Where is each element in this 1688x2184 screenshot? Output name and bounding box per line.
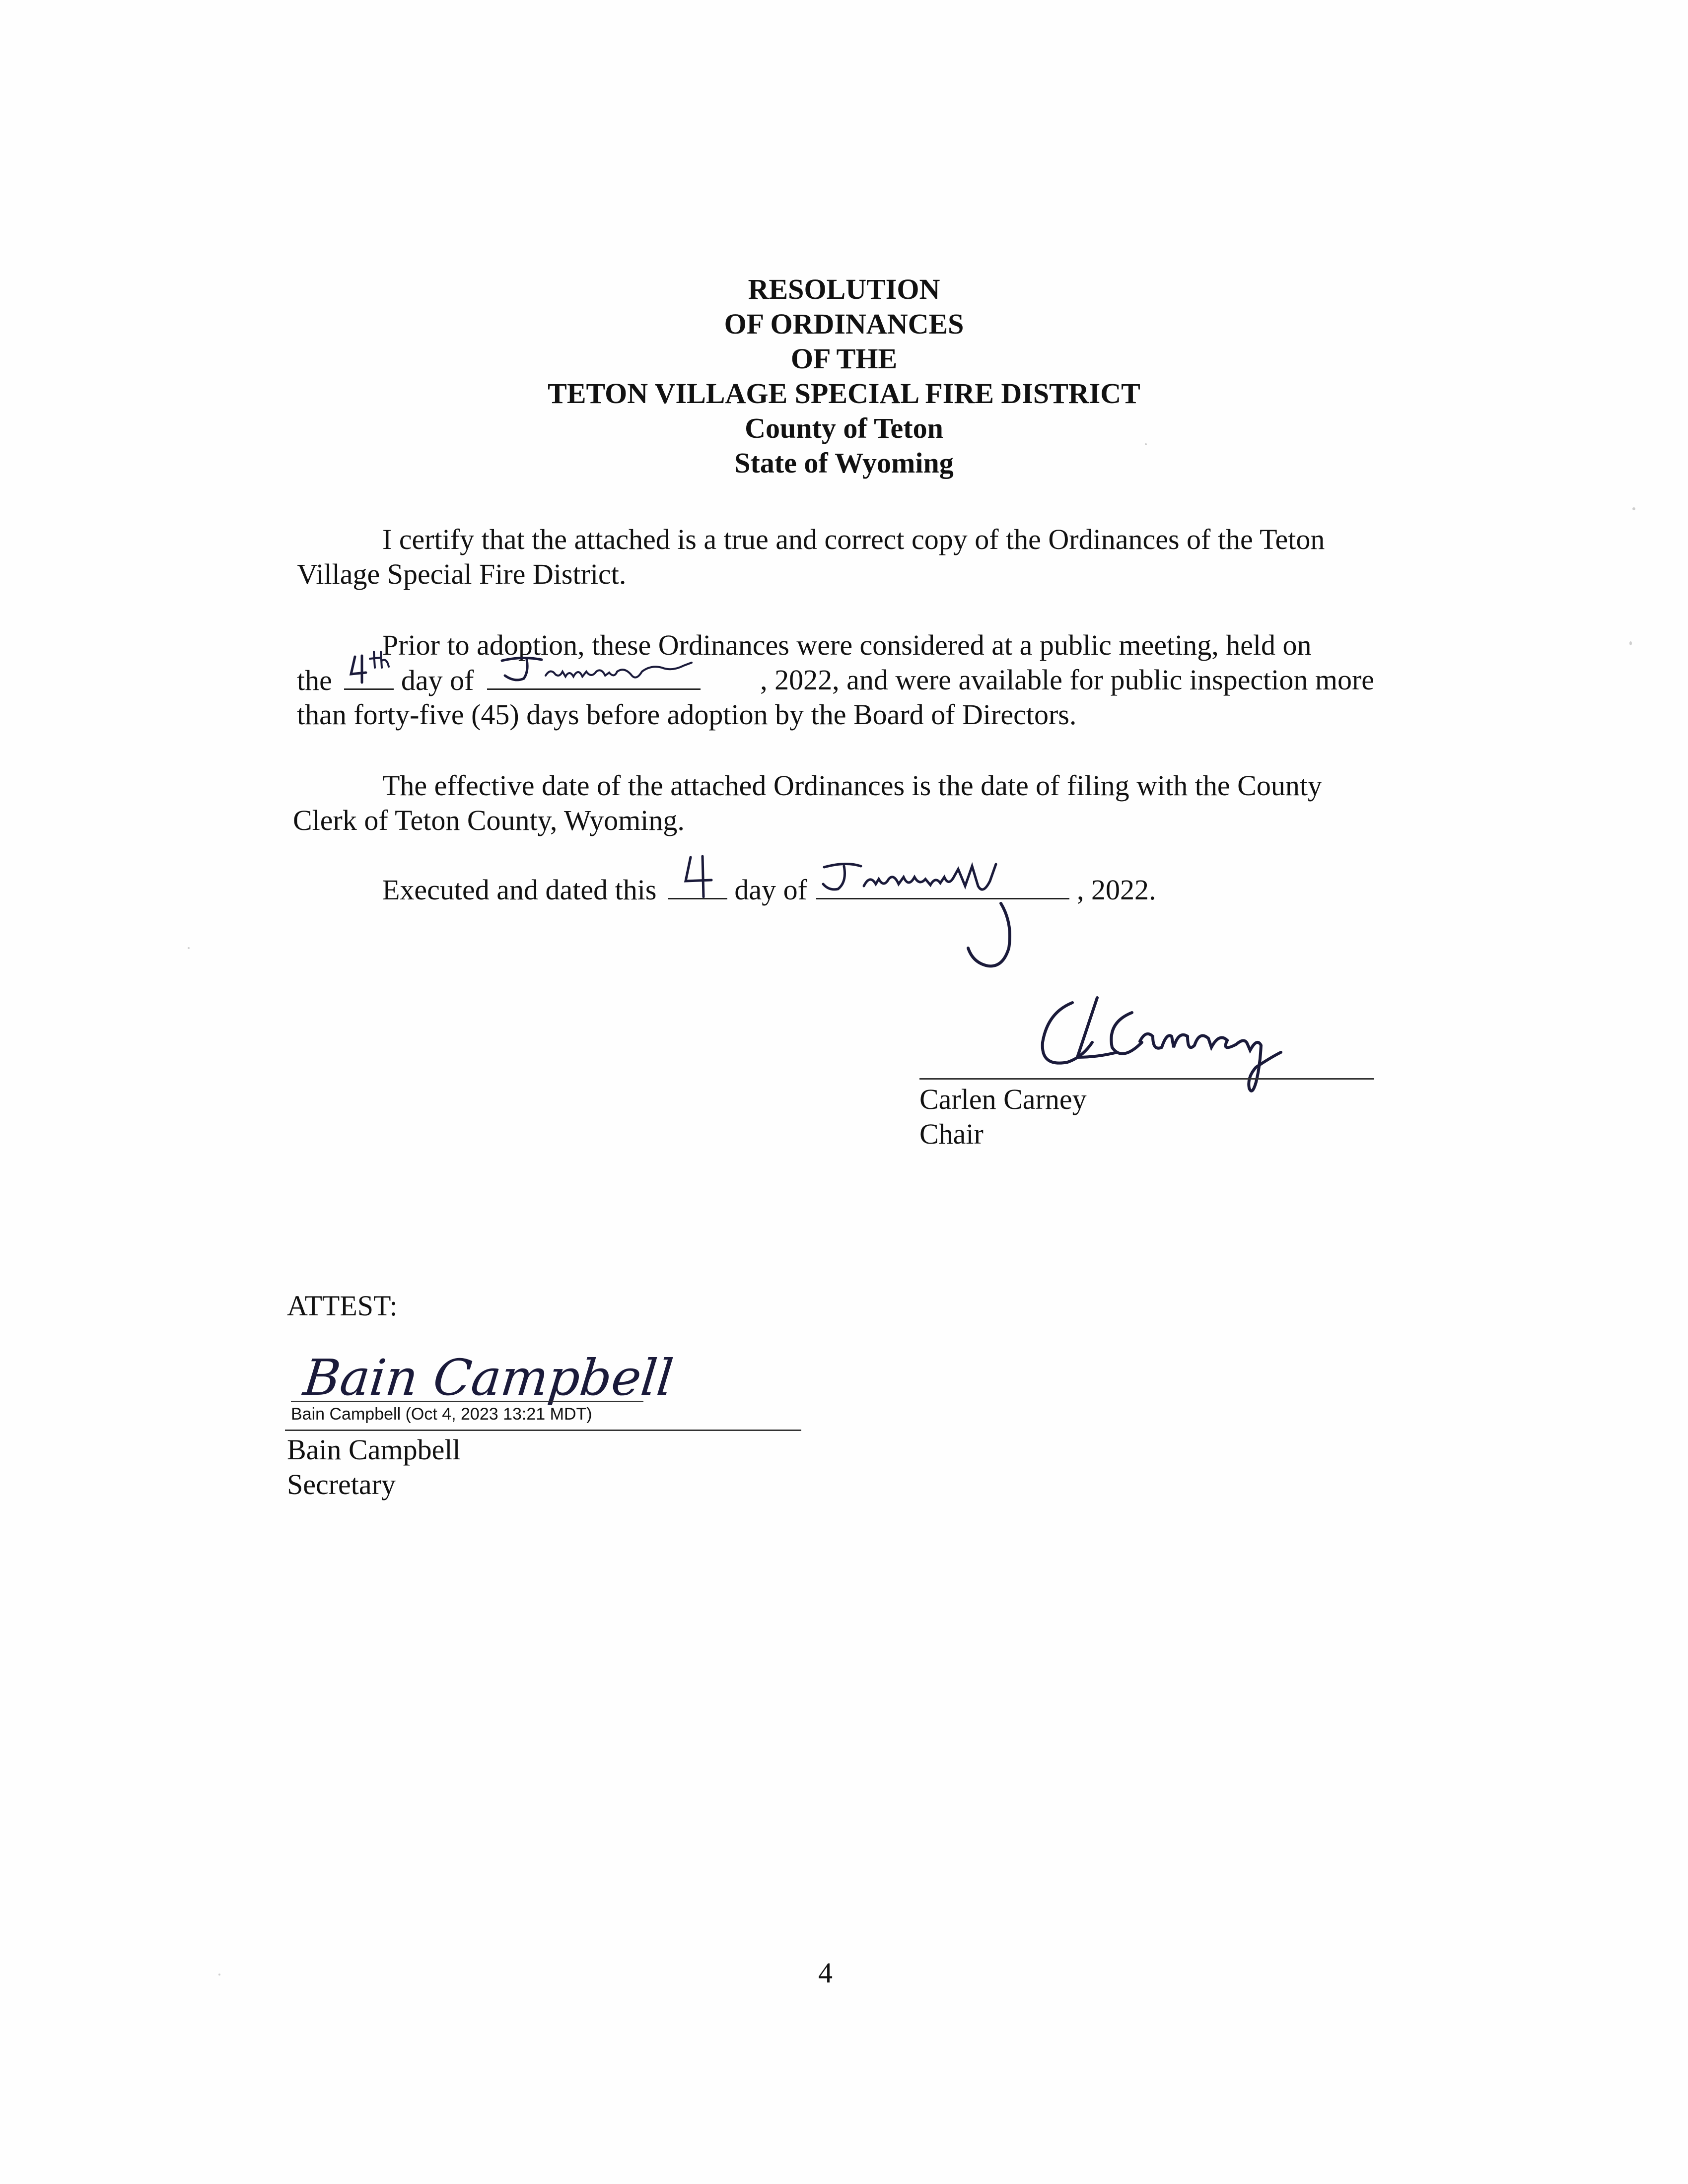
heading-line: OF ORDINANCES (724, 308, 964, 340)
attest-esign-underline (291, 1401, 643, 1402)
attest-signature-text: Bain Campbell (300, 1349, 676, 1407)
heading-line: RESOLUTION (748, 273, 940, 305)
word-day-of: day of (401, 664, 474, 696)
chair-title: Chair (919, 1118, 984, 1150)
executed-prefix: Executed and dated this (382, 874, 657, 906)
effective-line-1: The effective date of the attached Ordinances is the date of filing with the County (382, 769, 1322, 802)
attest-esign-stamp: Bain Campbell (Oct 4, 2023 13:21 MDT) (291, 1405, 592, 1424)
page-number: 4 (818, 1957, 833, 1989)
heading-line: OF THE (790, 342, 898, 375)
word-the: the (297, 664, 332, 696)
chair-signature-line (919, 1078, 1374, 1080)
heading-line: State of Wyoming (734, 447, 954, 479)
chair-name: Carlen Carney (919, 1083, 1087, 1115)
executed-suffix: , 2022. (1076, 874, 1156, 906)
certify-line-2: Village Special Fire District. (297, 558, 627, 590)
prior-line-2-start (297, 663, 701, 698)
handwritten-day-4 (668, 846, 727, 901)
prior-line-2 (297, 663, 1374, 698)
scan-speck (1632, 507, 1635, 510)
attest-title: Secretary (287, 1468, 396, 1501)
executed-day-of: day of (734, 874, 807, 906)
handwritten-loop-flourish (953, 893, 1038, 978)
attest-name: Bain Campbell (287, 1433, 461, 1466)
attest-label: ATTEST: (287, 1290, 398, 1322)
handwritten-month-january (487, 637, 701, 691)
attest-signature-line (285, 1430, 801, 1431)
day-blank (344, 663, 394, 690)
handwritten-month-january-2 (816, 846, 1069, 901)
prior-line-3: than forty-five (45) days before adoption by the Board of Directors. (297, 698, 1077, 731)
heading-line: County of Teton (745, 412, 943, 444)
scan-speck (188, 947, 190, 949)
executed-day-blank (668, 872, 727, 899)
handwritten-day-4th (344, 637, 394, 691)
month-blank (487, 663, 701, 690)
prior-line-2-end: , 2022, and were available for public inspection more (760, 664, 1374, 696)
heading-line: TETON VILLAGE SPECIAL FIRE DISTRICT (548, 377, 1140, 410)
prior-line-1: Prior to adoption, these Ordinances were considered at a public meeting, held on (382, 629, 1312, 661)
attest-signature (300, 1340, 676, 1407)
scan-speck (218, 1974, 220, 1976)
document-heading (0, 272, 1688, 480)
certify-line-1: I certify that the attached is a true and correct copy of the Ordinances of the Teton (382, 523, 1325, 555)
executed-line (382, 872, 1156, 907)
effective-line-2: Clerk of Teton County, Wyoming. (293, 804, 685, 836)
scan-speck (1629, 641, 1632, 645)
